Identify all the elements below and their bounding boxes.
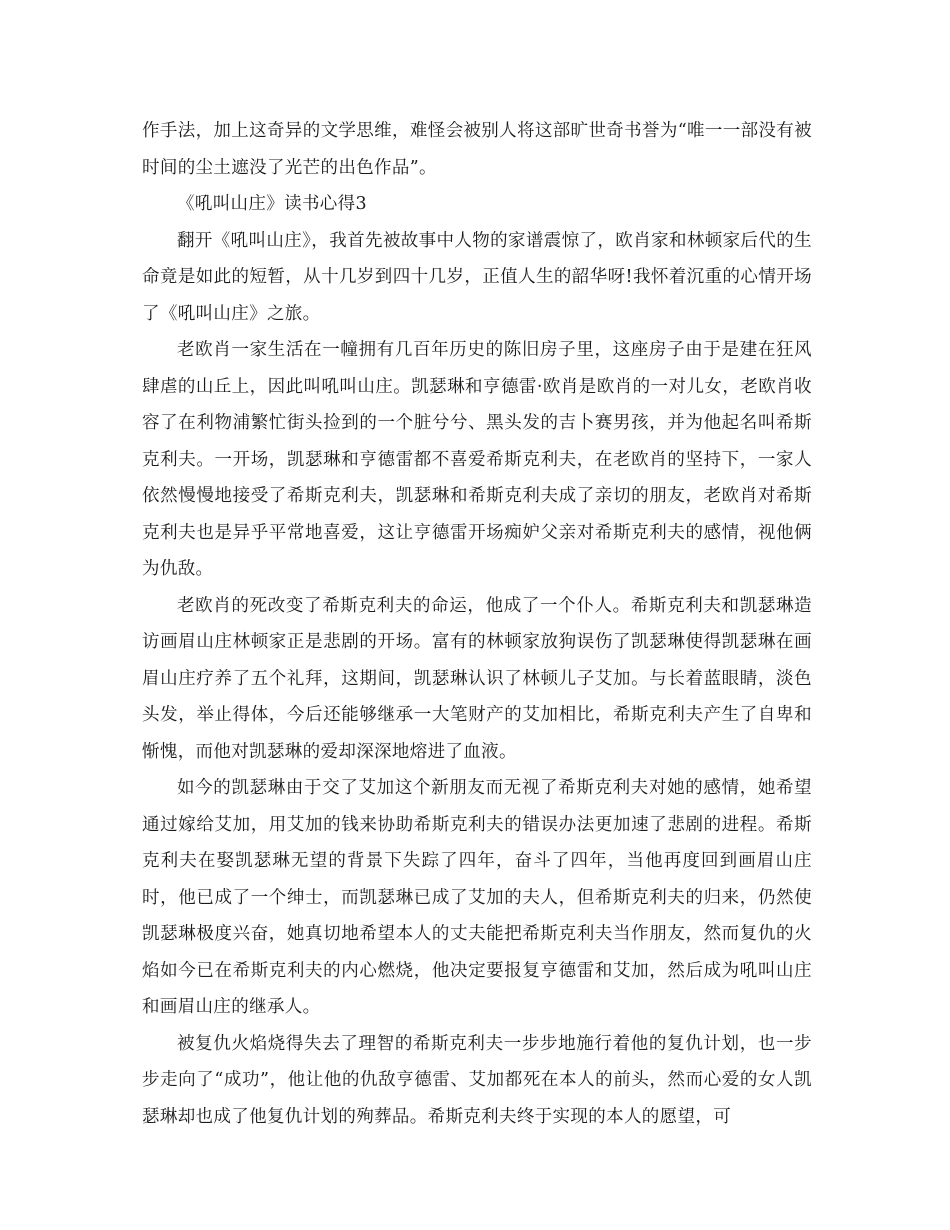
paragraph: 被复仇火焰烧得失去了理智的希斯克利夫一步步地施行着他的复仇计划，也一步步走向了“成功”，他让他的仇敌亨德雷、艾加都死在本人的前头，然而心爱的女人凯瑟琳却也成了他复仇计划的殉葬品。希斯克利夫终于实现的本人的愿望，可: [142, 1033, 812, 1127]
section-heading: 《吼叫山庄》读书心得3: [177, 194, 367, 214]
paragraph: 如今的凯瑟琳由于交了艾加这个新朋友而无视了希斯克利夫对她的感情，她希望通过嫁给艾加，用艾加的钱来协助希斯克利夫的错误办法更加速了悲剧的进程。希斯克利夫在娶凯瑟琳无望的背景下失踪了四年，奋斗了四年，当他再度回到画眉山庄时，他已成了一个绅士，而凯瑟琳已成了艾加的夫人，但希斯克利夫的归来，仍然使凯瑟琳极度兴奋，她真切地希望本人的丈夫能把希斯克利夫当作朋友，然而复仇的火焰如今已在希斯克利夫的内心燃烧，他决定要报复亨德雷和艾加，然后成为吼叫山庄和画眉山庄的继承人。: [142, 778, 812, 1017]
document-body: [142, 113, 812, 1135]
paragraph-continuation: 作手法，加上这奇异的文学思维，难怪会被别人将这部旷世奇书誉为“唯一一部没有被时间的尘土遮没了光芒的出色作品”。: [142, 121, 812, 178]
paragraph: 老欧肖的死改变了希斯克利夫的命运，他成了一个仆人。希斯克利夫和凯瑟琳造访画眉山庄林顿家正是悲剧的开场。富有的林顿家放狗误伤了凯瑟琳使得凯瑟琳在画眉山庄疗养了五个礼拜，这期间，凯瑟琳认识了林顿儿子艾加。与长着蓝眼睛，淡色头发，举止得体，今后还能够继承一大笔财产的艾加相比，希斯克利夫产生了自卑和惭愧，而他对凯瑟琳的爱却深深地熔进了血液。: [142, 595, 812, 762]
paragraph: 老欧肖一家生活在一幢拥有几百年历史的陈旧房子里，这座房子由于是建在狂风肆虐的山丘上，因此叫吼叫山庄。凯瑟琳和亨德雷·欧肖是欧肖的一对儿女，老欧肖收容了在利物浦繁忙街头捡到的一个脏兮兮、黑头发的吉卜赛男孩，并为他起名叫希斯克利夫。一开场，凯瑟琳和亨德雷都不喜爱希斯克利夫，在老欧肖的坚持下，一家人依然慢慢地接受了希斯克利夫，凯瑟琳和希斯克利夫成了亲切的朋友，老欧肖对希斯克利夫也是异乎平常地喜爱，这让亨德雷开场痴妒父亲对希斯克利夫的感情，视他俩为仇敌。: [142, 340, 812, 579]
paragraph: 翻开《吼叫山庄》，我首先被故事中人物的家谱震惊了，欧肖家和林顿家后代的生命竟是如此的短暂，从十几岁到四十几岁，正值人生的韶华呀!我怀着沉重的心情开场了《吼叫山庄》之旅。: [142, 230, 812, 324]
